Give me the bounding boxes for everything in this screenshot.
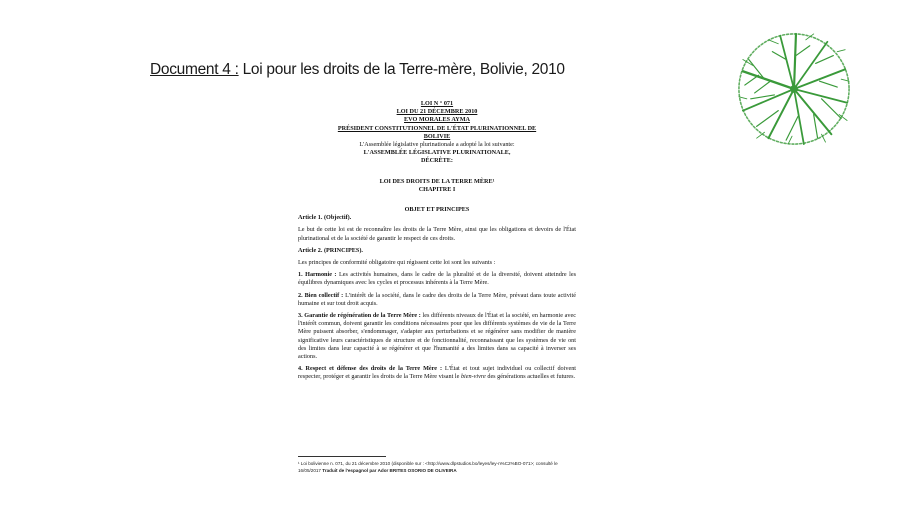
decree-line: DÉCRÈTE: bbox=[421, 157, 453, 165]
chapter-heading: CHAPITRE I bbox=[418, 185, 456, 193]
adoption-line: L'Assemblée législative plurinationale a adopté la loi suivante: bbox=[359, 141, 515, 149]
assembly-line: L'ASSEMBLÉE LÉGISLATIVE PLURINATIONALE, bbox=[363, 149, 511, 157]
principle-3-text: les différents niveaux de l'État et la société, en harmonie avec l'intérêt commun, doivent garantir les conditions nécessaires pour que les différents systèmes de vie de la Terre Mère puissent absorber, s'endommager, s'adapter aux perturbations et se régénérer sans modifier de manière significative leurs caractéristiques de structure et de fonctionnalité, reconnaissant que les systèmes de vie ont des limites dans leur capacité à se régénérer et que l'humanité a des limites dans sa capacité à inverser ses actions. bbox=[298, 312, 576, 361]
principle-4-head: 4. Respect et défense des droits de la Terre Mère : bbox=[298, 365, 443, 373]
principle-3 bbox=[298, 312, 576, 361]
footnote bbox=[298, 460, 578, 474]
law-date: LOI DU 21 DÉCEMBRE 2010 bbox=[396, 108, 478, 116]
principle-3-head: 3. Garantie de régénération de la Terre Mère : bbox=[298, 312, 421, 320]
slide-title-label: Document 4 : bbox=[150, 61, 239, 78]
tree-roots-logo-icon bbox=[735, 30, 853, 148]
president-title-country: BOLIVIE bbox=[423, 132, 451, 140]
footnote-source: ¹ Loi bolivienne n. 071, du 21 décembre 2010 (disponible sur : <http://www.dlpstudios.bo/leyes/ley-n%C2%BO-071>; consulté le 16/05/2017 bbox=[298, 461, 558, 473]
principle-4-emphasis: bien-vivre bbox=[460, 373, 486, 381]
article-1-text: Le but de cette loi est de reconnaître les droits de la Terre Mère, ainsi que les obligations et devoirs de l'État plurinational et de la société de garantir le respect de ces droits. bbox=[298, 226, 576, 242]
footnote-divider bbox=[298, 456, 386, 457]
chapter-title: OBJET ET PRINCIPES bbox=[404, 206, 470, 214]
article-1-heading: Article 1. (Objectif). bbox=[298, 214, 352, 222]
footnote-translator: Traduit de l'espagnol par Ador BRITES OSORIO DE OLIVEIRA bbox=[321, 468, 457, 473]
principle-2-head: 2. Bien collectif : bbox=[298, 291, 344, 299]
law-number: LOI N ° 071 bbox=[420, 100, 454, 107]
slide-title bbox=[150, 61, 565, 79]
law-title: LOI DES DROITS DE LA TERRE MÈRE¹ bbox=[379, 177, 495, 185]
principle-2-text: L'intérêt de la société, dans le cadre des droits de la Terre Mère, prévaut dans toute activité humaine et sur tout droit acquis. bbox=[298, 291, 576, 307]
principle-4 bbox=[298, 365, 576, 381]
article-2-heading: Article 2. (PRINCIPES). bbox=[298, 246, 363, 254]
principle-2 bbox=[298, 292, 576, 308]
president-name: EVO MORALES AYMA bbox=[404, 116, 470, 124]
principle-1-head: 1. Harmonie : bbox=[298, 271, 337, 279]
slide-title-text: Loi pour les droits de la Terre-mère, Bolivie, 2010 bbox=[238, 61, 565, 78]
principle-1-text: Les activités humaines, dans le cadre de la pluralité et de la diversité, doivent atteindre les équilibres dynamiques avec les cycles et processus inhérents à la Terre Mère. bbox=[298, 271, 576, 287]
principle-4-text-a: L'État et tout sujet individuel ou collectif doivent respecter, protéger et garantir les droits de la Terre Mère visant le bbox=[298, 365, 577, 381]
article-2-intro: Les principes de conformité obligatoire qui régissent cette loi sont les suivants : bbox=[298, 259, 496, 267]
principle-4-text-b: des générations actuelles et futures. bbox=[485, 373, 576, 381]
principle-1 bbox=[298, 271, 576, 287]
law-document bbox=[298, 100, 576, 382]
president-title: PRÉSIDENT CONSTITUTIONNEL DE L'ÉTAT PLURINATIONNEL DE bbox=[337, 124, 537, 132]
